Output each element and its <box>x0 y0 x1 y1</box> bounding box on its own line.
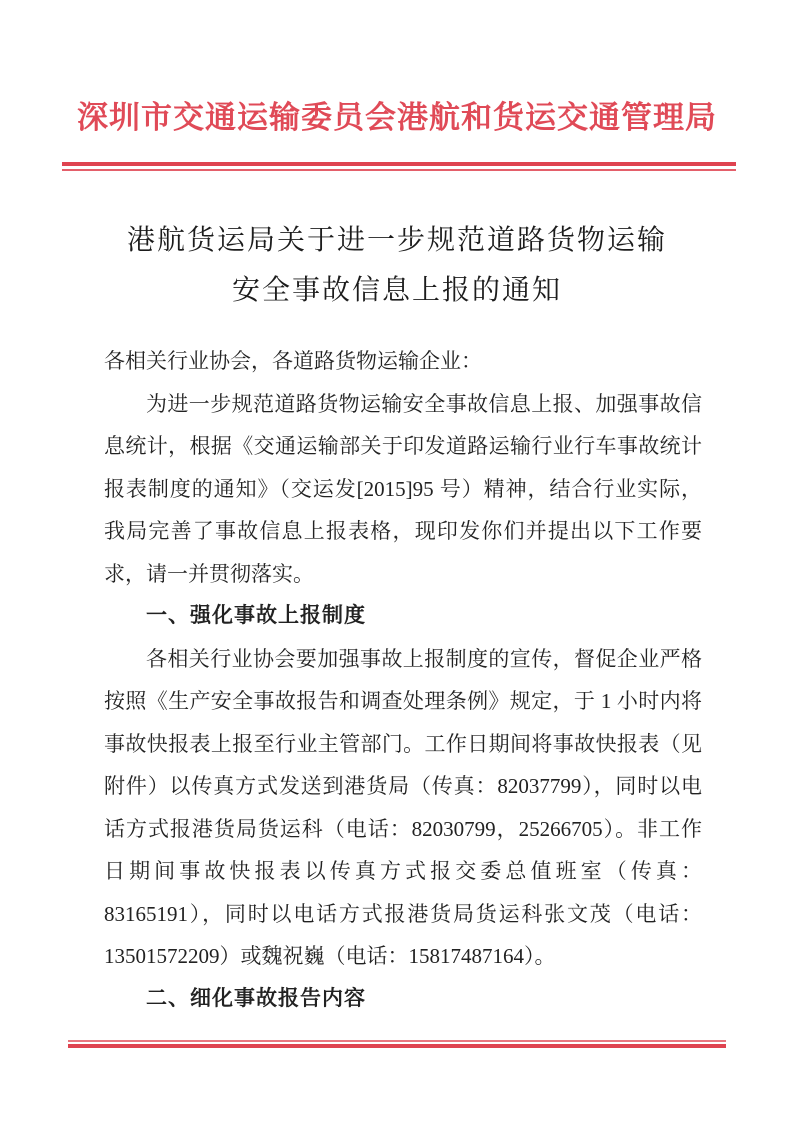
document-title-line-2: 安全事故信息上报的通知 <box>231 275 562 306</box>
paragraph-2-line: 话方式报港货局货运科（电话：82030799，25266705）。非工作 <box>104 816 702 841</box>
paragraph-1-line: 我局完善了事故信息上报表格，现印发你们并提出以下工作要 <box>104 519 702 543</box>
section-2-heading: 二、细化事故报告内容 <box>146 986 366 1010</box>
paragraph-1-line: 求，请一并贯彻落实。 <box>104 561 314 586</box>
paragraph-1-line: 报表制度的通知》（交运发[2015]95 号）精神，结合行业实际， <box>104 476 702 501</box>
paragraph-2-line: 按照《生产安全事故报告和调查处理条例》规定，于 1 小时内将 <box>104 689 702 713</box>
paragraph-2-line: 附件）以传真方式发送到港货局（传真：82037799），同时以电 <box>104 774 702 798</box>
letterhead-divider-rule <box>62 162 736 171</box>
document-body <box>104 340 702 1020</box>
salutation-line: 各相关行业协会，各道路货物运输企业： <box>104 349 482 373</box>
letterhead-divider-thin-line <box>62 169 736 171</box>
paragraph-1-line: 为进一步规范道路货物运输安全事故信息上报、加强事故信 <box>146 391 702 416</box>
letterhead-divider-thick-line <box>62 162 736 166</box>
paragraph-2-line: 日期间事故快报表以传真方式报交委总值班室（传真： <box>104 859 702 883</box>
footer-divider-rule <box>68 1040 726 1048</box>
section-1-heading: 一、强化事故上报制度 <box>146 604 366 627</box>
paragraph-2-line: 83165191），同时以电话方式报港货局货运科张文茂（电话： <box>104 901 702 926</box>
document-title <box>0 216 794 316</box>
paragraph-1-line: 息统计，根据《交通运输部关于印发道路运输行业行车事故统计 <box>104 434 702 458</box>
paragraph-2-line: 事故快报表上报至行业主管部门。工作日期间将事故快报表（见 <box>104 731 702 756</box>
letterhead-agency-name: 深圳市交通运输委员会港航和货运交通管理局 <box>77 100 717 135</box>
footer-divider-thick-line <box>68 1044 726 1049</box>
document-title-line-1: 港航货运局关于进一步规范道路货物运输 <box>126 225 667 256</box>
footer-divider-thin-line <box>68 1040 726 1042</box>
paragraph-2-line: 各相关行业协会要加强事故上报制度的宣传，督促企业严格 <box>146 646 702 671</box>
paragraph-2-line: 13501572209）或魏祝巍（电话：15817487164）。 <box>104 944 556 968</box>
